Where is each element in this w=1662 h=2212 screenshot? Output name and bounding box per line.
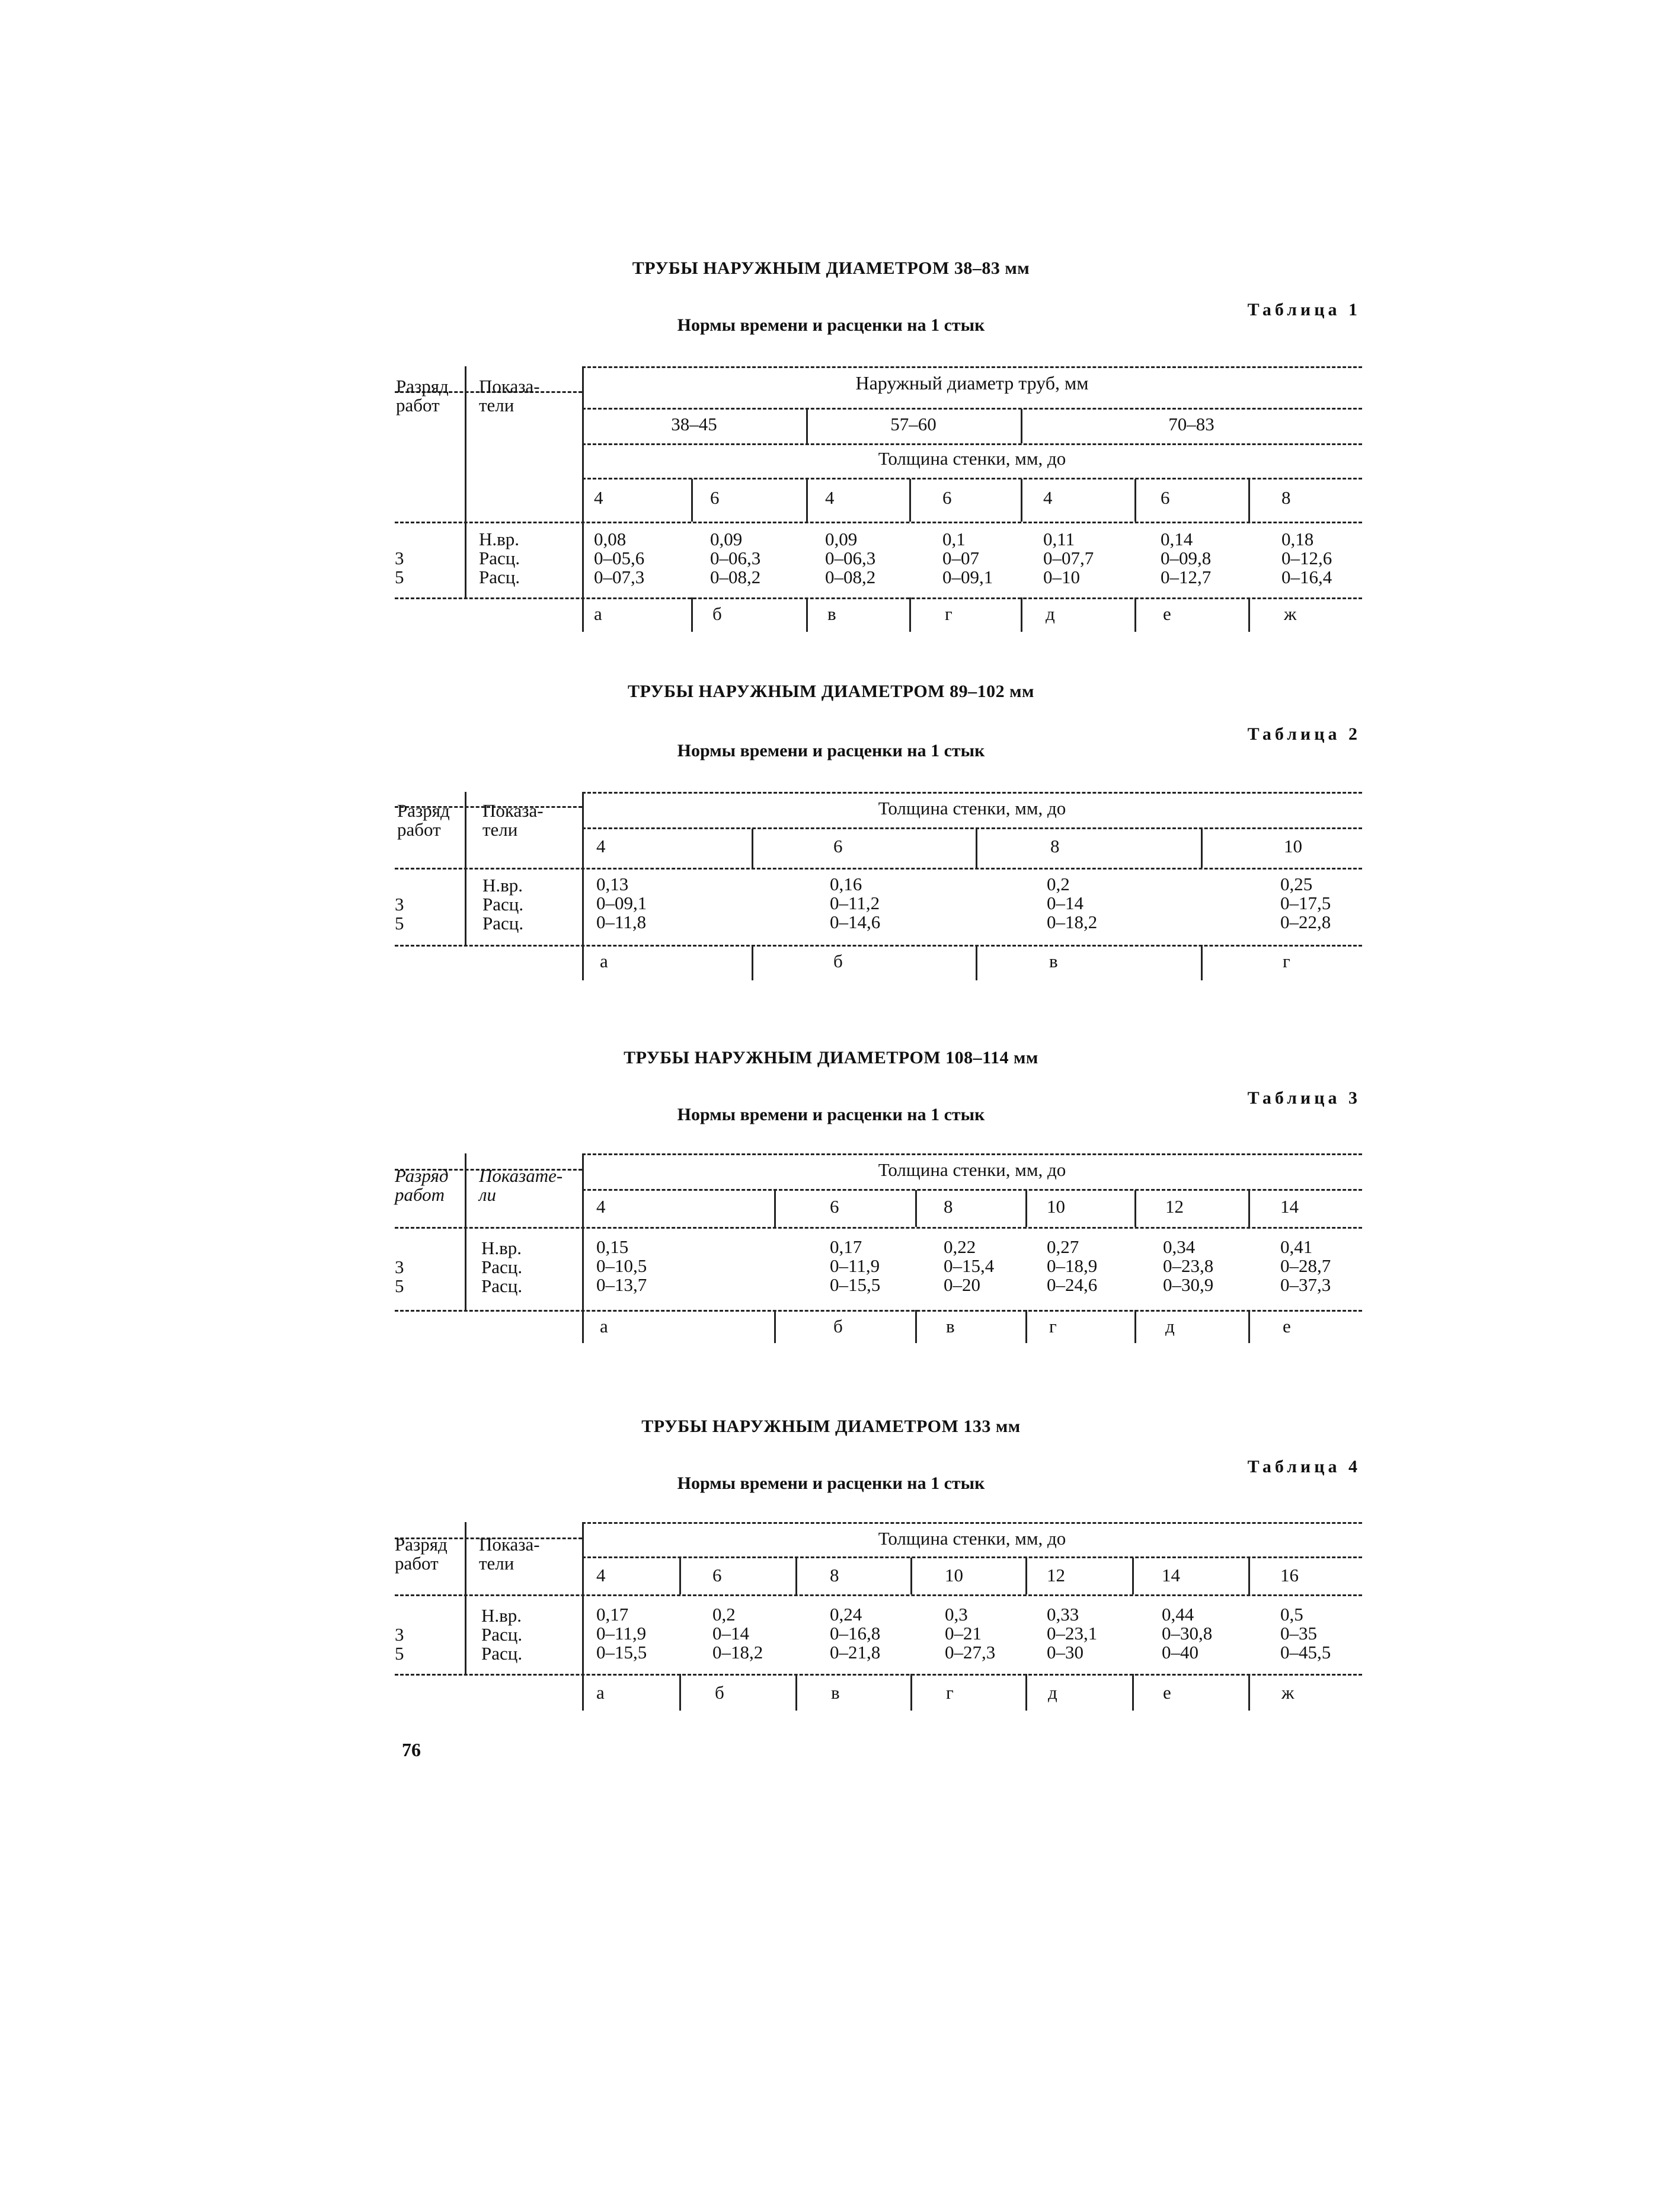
thickness-cell: 6 — [1161, 487, 1170, 508]
thickness-header: Толщина стенки, мм, до — [878, 448, 1066, 469]
data-column: 0,14 0–09,8 0–12,7 — [1161, 529, 1212, 587]
data-column: 0,41 0–28,7 0–37,3 — [1280, 1236, 1331, 1295]
thickness-cell: 8 — [1281, 487, 1291, 508]
column-letter: г — [945, 603, 953, 624]
col-grade-header: Разряд работ — [395, 1534, 448, 1574]
data-column: 0,5 0–35 0–45,5 — [1280, 1604, 1331, 1663]
table2-label: Таблица 2 — [1247, 724, 1361, 744]
col-indicator-header: Показа- тели — [482, 800, 544, 840]
table-1 — [395, 362, 1362, 628]
data-column: 0,44 0–30,8 0–40 — [1162, 1604, 1213, 1663]
table2-heading: ТРУБЫ НАРУЖНЫМ ДИАМЕТРОМ 89–102 мм — [628, 682, 1034, 701]
thickness-cell: 14 — [1162, 1565, 1180, 1586]
thickness-cell: 10 — [1284, 836, 1302, 856]
column-letter: г — [946, 1682, 954, 1703]
column-letter: в — [831, 1682, 840, 1703]
indicator-column: Н.вр. Расц. Расц. — [481, 1238, 523, 1296]
thickness-cell: 4 — [596, 1196, 606, 1217]
thickness-cell: 8 — [1050, 836, 1060, 856]
column-letter: б — [715, 1682, 724, 1703]
indicator-column: Н.вр. Расц. Расц. — [481, 1605, 523, 1664]
column-letter: в — [827, 603, 836, 624]
column-letter: б — [833, 951, 843, 971]
data-column: 0,11 0–07,7 0–10 — [1043, 529, 1094, 587]
table1-subtitle: Нормы времени и расценки на 1 стык — [677, 315, 985, 335]
table4-heading: ТРУБЫ НАРУЖНЫМ ДИАМЕТРОМ 133 мм — [641, 1417, 1021, 1436]
indicator-column: Н.вр. Расц. Расц. — [479, 529, 520, 587]
data-column: 0,2 0–14 0–18,2 — [712, 1604, 763, 1663]
column-letter: г — [1283, 951, 1290, 971]
column-letter: д — [1046, 603, 1055, 624]
indicator-column: Н.вр. Расц. Расц. — [482, 875, 524, 934]
data-column: 0,22 0–15,4 0–20 — [944, 1236, 995, 1295]
thickness-cell: 4 — [596, 1565, 606, 1586]
column-letter: е — [1163, 603, 1171, 624]
column-letter: а — [600, 951, 608, 971]
thickness-cell: 4 — [596, 836, 606, 856]
data-column: 0,27 0–18,9 0–24,6 — [1047, 1236, 1098, 1295]
data-column: 0,1 0–07 0–09,1 — [942, 529, 993, 587]
data-column: 0,17 0–11,9 0–15,5 — [830, 1236, 881, 1295]
column-letter: е — [1283, 1316, 1291, 1337]
data-column: 0,2 0–14 0–18,2 — [1047, 874, 1098, 932]
grade-column: 3 5 — [395, 1257, 404, 1296]
diameter-group-2: 57–60 — [890, 414, 937, 434]
table-4 — [395, 1519, 1362, 1720]
thickness-cell: 4 — [1043, 487, 1053, 508]
thickness-header: Толщина стенки, мм, до — [878, 798, 1066, 819]
thickness-cell: 6 — [942, 487, 952, 508]
thickness-cell: 4 — [594, 487, 603, 508]
thickness-cell: 8 — [830, 1565, 839, 1586]
column-letter: д — [1048, 1682, 1057, 1703]
column-letter: б — [712, 603, 722, 624]
data-column: 0,15 0–10,5 0–13,7 — [596, 1236, 647, 1295]
thickness-cell: 6 — [710, 487, 720, 508]
col-indicator-header: Показате- ли — [479, 1165, 563, 1205]
thickness-cell: 10 — [945, 1565, 963, 1586]
thickness-cell: 6 — [830, 1196, 839, 1217]
data-column: 0,17 0–11,9 0–15,5 — [596, 1604, 647, 1663]
data-column: 0,16 0–11,2 0–14,6 — [830, 874, 881, 932]
data-column: 0,25 0–17,5 0–22,8 — [1280, 874, 1331, 932]
col-grade-header: Разряд работ — [396, 376, 449, 415]
table4-subtitle: Нормы времени и расценки на 1 стык — [677, 1473, 985, 1493]
thickness-cell: 14 — [1280, 1196, 1299, 1217]
thickness-cell: 6 — [833, 836, 843, 856]
data-column: 0,09 0–06,3 0–08,2 — [825, 529, 876, 587]
grade-column: 3 5 — [395, 894, 404, 934]
thickness-cell: 4 — [825, 487, 835, 508]
page-number: 76 — [402, 1739, 421, 1760]
thickness-cell: 10 — [1047, 1196, 1065, 1217]
thickness-header: Толщина стенки, мм, до — [878, 1528, 1066, 1549]
diameter-group-1: 38–45 — [671, 414, 717, 434]
data-column: 0,24 0–16,8 0–21,8 — [830, 1604, 881, 1663]
thickness-cell: 8 — [944, 1196, 953, 1217]
column-letter: в — [946, 1316, 955, 1337]
thickness-cell: 6 — [712, 1565, 722, 1586]
diameter-group-header: Наружный диаметр труб, мм — [855, 372, 1089, 394]
col-indicator-header: Показа- тели — [479, 1534, 540, 1574]
thickness-cell: 12 — [1165, 1196, 1184, 1217]
column-letter: а — [594, 603, 602, 624]
table3-label: Таблица 3 — [1247, 1088, 1361, 1108]
col-grade-header: Разряд работ — [395, 1165, 449, 1205]
column-letter: е — [1163, 1682, 1171, 1703]
table1-label: Таблица 1 — [1247, 300, 1361, 319]
table3-heading: ТРУБЫ НАРУЖНЫМ ДИАМЕТРОМ 108–114 мм — [624, 1048, 1038, 1067]
data-column: 0,13 0–09,1 0–11,8 — [596, 874, 647, 932]
column-letter: ж — [1281, 1682, 1295, 1703]
data-column: 0,3 0–21 0–27,3 — [945, 1604, 996, 1663]
thickness-header: Толщина стенки, мм, до — [878, 1159, 1066, 1180]
col-grade-header: Разряд работ — [397, 800, 450, 840]
column-letter: а — [600, 1316, 608, 1337]
col-indicator-header: Показа- тели — [479, 376, 540, 415]
column-letter: ж — [1284, 603, 1297, 624]
grade-column: 3 5 — [395, 548, 404, 587]
table4-label: Таблица 4 — [1247, 1457, 1361, 1476]
column-letter: в — [1049, 951, 1058, 971]
data-column: 0,09 0–06,3 0–08,2 — [710, 529, 761, 587]
column-letter: г — [1049, 1316, 1057, 1337]
column-letter: б — [833, 1316, 843, 1337]
data-column: 0,08 0–05,6 0–07,3 — [594, 529, 645, 587]
column-letter: а — [596, 1682, 605, 1703]
table1-heading: ТРУБЫ НАРУЖНЫМ ДИАМЕТРОМ 38–83 мм — [632, 258, 1030, 278]
data-column: 0,33 0–23,1 0–30 — [1047, 1604, 1098, 1663]
diameter-group-3: 70–83 — [1168, 414, 1214, 434]
table-3 — [395, 1150, 1362, 1351]
grade-column: 3 5 — [395, 1624, 404, 1664]
table2-subtitle: Нормы времени и расценки на 1 стык — [677, 741, 985, 760]
thickness-cell: 12 — [1047, 1565, 1065, 1586]
table-2 — [395, 788, 1362, 984]
table3-subtitle: Нормы времени и расценки на 1 стык — [677, 1105, 985, 1124]
data-column: 0,18 0–12,6 0–16,4 — [1281, 529, 1332, 587]
column-letter: д — [1165, 1316, 1175, 1337]
thickness-cell: 16 — [1280, 1565, 1299, 1586]
data-column: 0,34 0–23,8 0–30,9 — [1163, 1236, 1214, 1295]
